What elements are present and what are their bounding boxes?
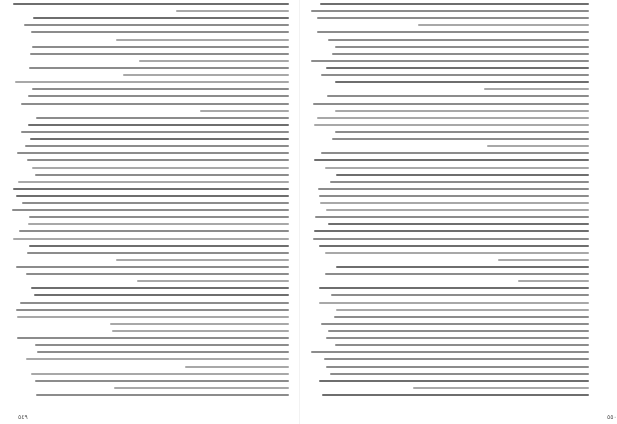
text-line [32, 88, 289, 90]
text-line [31, 287, 289, 289]
text-line [328, 330, 589, 332]
text-line [16, 309, 289, 311]
text-line [139, 60, 289, 62]
text-line [176, 10, 289, 12]
text-line [137, 280, 289, 282]
text-line [37, 351, 289, 353]
text-line [313, 103, 589, 105]
text-line [24, 24, 289, 26]
text-line [336, 266, 589, 268]
text-line [484, 88, 589, 90]
text-line [31, 373, 289, 375]
left-page-text-block [11, 3, 289, 401]
text-line [27, 252, 289, 254]
text-line [13, 188, 289, 190]
text-line [331, 294, 589, 296]
text-line [28, 124, 289, 126]
text-line [326, 209, 589, 211]
text-line [319, 380, 589, 382]
text-line [29, 216, 289, 218]
text-line [311, 351, 589, 353]
text-line [315, 216, 589, 218]
text-line [21, 131, 289, 133]
text-line [17, 152, 289, 154]
text-line [29, 245, 289, 247]
text-line [326, 67, 589, 69]
text-line [22, 202, 289, 204]
left-page [0, 0, 300, 424]
text-line [335, 131, 589, 133]
text-line [311, 60, 589, 62]
text-line [317, 117, 589, 119]
text-line [311, 10, 589, 12]
text-line [317, 17, 589, 19]
text-line [32, 46, 289, 48]
text-line [318, 188, 589, 190]
text-line [498, 259, 589, 261]
text-line [116, 39, 289, 41]
text-line [34, 294, 289, 296]
text-line [200, 110, 289, 112]
text-line [321, 152, 589, 154]
text-line [326, 366, 589, 368]
text-line [28, 223, 289, 225]
text-line [314, 124, 589, 126]
text-line [185, 366, 289, 368]
text-line [33, 17, 289, 19]
text-line [21, 103, 289, 105]
text-line [336, 174, 589, 176]
right-page-text-block [311, 3, 589, 401]
text-line [26, 358, 289, 360]
text-line [31, 31, 289, 33]
text-line [324, 358, 589, 360]
text-line [322, 394, 589, 396]
text-line [325, 273, 589, 275]
text-line [319, 195, 589, 197]
text-line [26, 273, 289, 275]
text-line [335, 46, 589, 48]
text-line [418, 24, 589, 26]
text-line [314, 230, 589, 232]
text-line [413, 387, 589, 389]
text-line [313, 238, 589, 240]
text-line [319, 302, 589, 304]
text-line [16, 195, 289, 197]
text-line [35, 380, 289, 382]
text-line [336, 309, 589, 311]
text-line [27, 159, 289, 161]
text-line [518, 280, 589, 282]
text-line [36, 394, 289, 396]
text-line [335, 110, 589, 112]
text-line [325, 252, 589, 254]
text-line [29, 67, 289, 69]
text-line [36, 117, 289, 119]
text-line [327, 95, 589, 97]
text-line [15, 81, 289, 83]
text-line [30, 53, 289, 55]
text-line [13, 3, 289, 5]
text-line [17, 316, 289, 318]
text-line [326, 337, 589, 339]
text-line [112, 330, 289, 332]
text-line [328, 223, 589, 225]
text-line [317, 31, 589, 33]
text-line [13, 238, 289, 240]
text-line [18, 181, 289, 183]
text-line [321, 323, 589, 325]
text-line [332, 53, 589, 55]
text-line [114, 387, 289, 389]
text-line [30, 138, 289, 140]
text-line [319, 245, 589, 247]
text-line [314, 159, 589, 161]
text-line [320, 3, 589, 5]
text-line [25, 145, 289, 147]
left-page-number: ٥٤٩ [18, 414, 28, 421]
text-line [116, 259, 289, 261]
text-line [334, 316, 589, 318]
right-page [300, 0, 617, 424]
right-page-number: ٥٥٠ [607, 414, 617, 421]
text-line [330, 181, 589, 183]
text-line [320, 202, 589, 204]
text-line [328, 39, 589, 41]
text-line [35, 174, 289, 176]
text-line [123, 74, 289, 76]
text-line [335, 81, 589, 83]
text-line [332, 138, 589, 140]
text-line [330, 373, 589, 375]
text-line [35, 344, 289, 346]
text-line [335, 344, 589, 346]
text-line [17, 337, 289, 339]
text-line [19, 230, 289, 232]
text-line [12, 209, 289, 211]
text-line [20, 302, 289, 304]
text-line [110, 323, 289, 325]
text-line [16, 266, 289, 268]
text-line [321, 74, 589, 76]
text-line [28, 95, 289, 97]
text-line [319, 287, 589, 289]
text-line [487, 145, 589, 147]
text-line [32, 167, 289, 169]
text-line [325, 167, 589, 169]
